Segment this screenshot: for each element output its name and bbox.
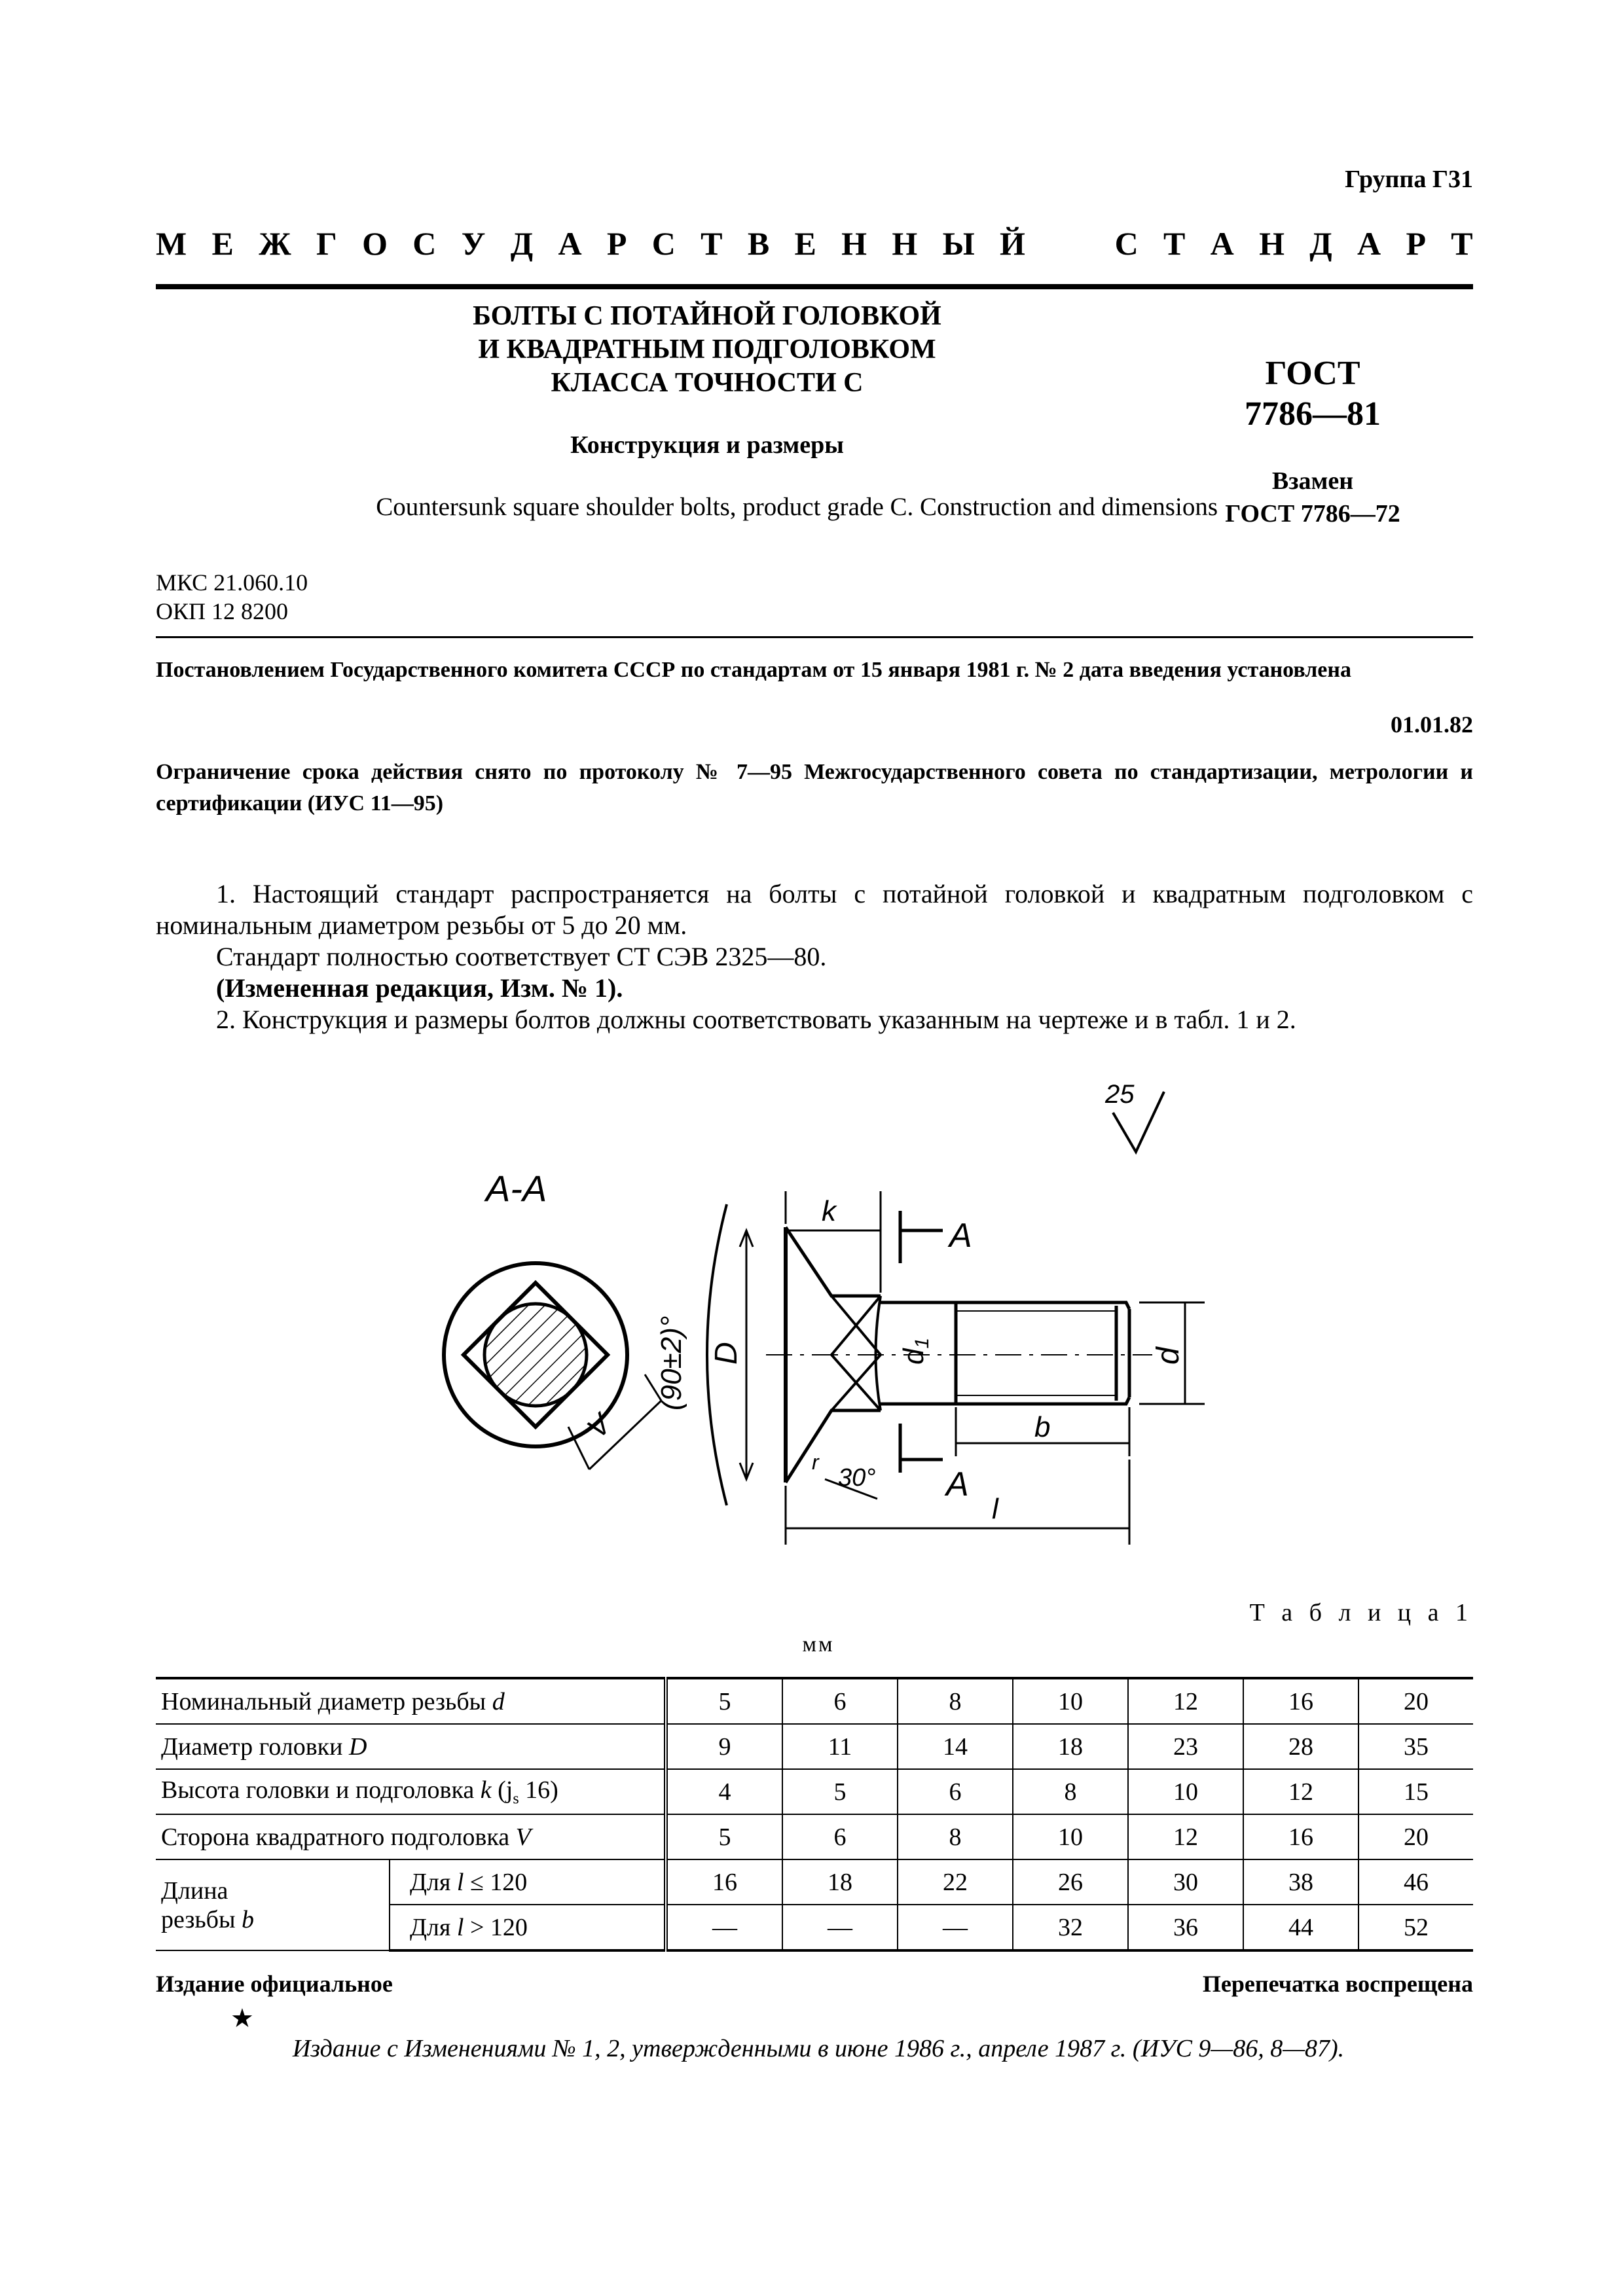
banner-letter: Е xyxy=(211,225,234,262)
table-cell: 28 xyxy=(1243,1724,1359,1769)
dim-V-label: V xyxy=(581,1408,617,1445)
parameter-name: Высота головки и подголовка k ($j_s$ 16) xyxy=(156,1769,666,1814)
section-view xyxy=(444,1168,661,1469)
table-cell: — xyxy=(782,1905,898,1950)
section-arrow-bottom-label: А xyxy=(946,1465,969,1503)
replaces-number: ГОСТ 7786—72 xyxy=(1225,500,1400,528)
table-cell: — xyxy=(666,1905,782,1950)
table-cell: 16 xyxy=(1243,1814,1359,1859)
table-cell: 5 xyxy=(666,1678,782,1724)
group-code: Группа Г31 xyxy=(1345,166,1473,193)
banner-letter: Р xyxy=(606,225,627,262)
table-unit: мм xyxy=(802,1632,835,1657)
table-cell: 46 xyxy=(1359,1859,1473,1905)
table-cell: 35 xyxy=(1359,1724,1473,1769)
banner-letter: Ы xyxy=(942,225,975,262)
table-cell: 36 xyxy=(1128,1905,1243,1950)
banner-letter: Д xyxy=(1309,225,1332,262)
mks-code: МКС 21.060.10 xyxy=(156,569,308,596)
okp-code: ОКП 12 8200 xyxy=(156,598,289,624)
banner-letter: Ж xyxy=(259,225,291,262)
star-icon: ★ xyxy=(230,2003,254,2033)
banner-letter: Н xyxy=(892,225,918,262)
banner-letter: Е xyxy=(794,225,816,262)
codes-rule xyxy=(156,636,1473,638)
parameter-name: Диаметр головки D xyxy=(156,1724,666,1769)
table-cell: 26 xyxy=(1013,1859,1128,1905)
table-row xyxy=(156,1678,1473,1724)
table-cell: 12 xyxy=(1128,1814,1243,1859)
table-cell: 10 xyxy=(1013,1814,1128,1859)
reprint-prohibited: Перепечатка воспрещена xyxy=(1202,1971,1473,1997)
table-label: Т а б л и ц а 1 xyxy=(1249,1599,1473,1626)
dimensions-table xyxy=(156,1677,1473,1952)
table-cell: 38 xyxy=(1243,1859,1359,1905)
decree-date: 01.01.82 xyxy=(1391,711,1473,738)
table-cell: 20 xyxy=(1359,1814,1473,1859)
table-cell: 20 xyxy=(1359,1678,1473,1724)
table-cell: 16 xyxy=(1243,1678,1359,1724)
table-cell: 12 xyxy=(1128,1678,1243,1724)
title-line: БОЛТЫ С ПОТАЙНОЙ ГОЛОВКОЙ xyxy=(473,301,941,331)
banner-letter: Р xyxy=(1406,225,1426,262)
thread-condition: Для l ≤ 120 xyxy=(390,1859,666,1905)
bolt-end xyxy=(1116,1306,1129,1401)
gost-number: 7786—81 xyxy=(1245,395,1381,433)
banner-gap xyxy=(1050,224,1089,262)
banner-letter: С xyxy=(651,225,676,262)
tip-angle-label: 30° xyxy=(838,1464,876,1492)
table-cell: 11 xyxy=(782,1724,898,1769)
limitation-text: Ограничение срока действия снято по протоколу № 7—95 Межгосударственного совета по стандартизации, метрологии и сертификации (ИУС 11—95) xyxy=(156,760,1473,816)
parameter-name: Номинальный диаметр резьбы d xyxy=(156,1678,666,1724)
banner-letter: Н xyxy=(1259,225,1285,262)
classification-codes xyxy=(156,568,308,626)
table-cell: 8 xyxy=(898,1814,1013,1859)
bolt-drawing xyxy=(419,1067,1493,1564)
banner-letter: А xyxy=(1357,225,1381,262)
title-line: И КВАДРАТНЫМ ПОДГОЛОВКОМ xyxy=(478,334,936,365)
dim-d-label: d xyxy=(1151,1347,1186,1365)
table-cell: 5 xyxy=(782,1769,898,1814)
table-cell: 10 xyxy=(1128,1769,1243,1814)
document-subtitle: Конструкция и размеры xyxy=(570,431,844,459)
table-cell: 6 xyxy=(898,1769,1013,1814)
thread-minor-lines xyxy=(956,1311,1116,1395)
table-cell: 18 xyxy=(782,1859,898,1905)
banner-letter: Г xyxy=(316,225,337,262)
table-cell: 15 xyxy=(1359,1769,1473,1814)
thread-length-label: Длина резьбы b xyxy=(156,1859,390,1950)
banner-letter: О xyxy=(362,225,388,262)
table-cell: 8 xyxy=(898,1678,1013,1724)
clause-1-compliance: Стандарт полностью соответствует СТ СЭВ 2325—80. xyxy=(216,942,827,971)
side-view xyxy=(655,1191,1205,1545)
dim-D-label: D xyxy=(709,1342,744,1365)
shoulder-cross xyxy=(831,1296,881,1410)
table-cell: 23 xyxy=(1128,1724,1243,1769)
table-cell: 22 xyxy=(898,1859,1013,1905)
banner-letter: Н xyxy=(841,225,867,262)
banner-letter: Д xyxy=(510,225,534,262)
table-cell: 10 xyxy=(1013,1678,1128,1724)
banner-letter: А xyxy=(1210,225,1234,262)
english-title: Countersunk square shoulder bolts, product grade C. Construction and dimensions xyxy=(376,493,1218,521)
table-cell: 5 xyxy=(666,1814,782,1859)
gost-label: ГОСТ xyxy=(1265,355,1360,392)
banner-letter: С xyxy=(412,225,437,262)
replaces-block xyxy=(1192,465,1434,530)
official-edition: Издание официальное xyxy=(156,1971,393,1997)
dim-l-label: l xyxy=(992,1493,998,1525)
dim-d1-label: d1 xyxy=(898,1337,933,1365)
standard-banner xyxy=(156,224,1473,262)
table-row xyxy=(156,1859,1473,1905)
banner-letter: В xyxy=(747,225,770,262)
banner-letter: С xyxy=(1114,225,1139,262)
table-cell: 6 xyxy=(782,1678,898,1724)
banner-letter: Т xyxy=(1451,225,1473,262)
gost-designation xyxy=(1205,353,1421,435)
table-cell: 8 xyxy=(1013,1769,1128,1814)
clause-1-amendment: (Измененная редакция, Изм. № 1). xyxy=(216,973,623,1003)
header-rule xyxy=(156,284,1473,289)
roughness-mark xyxy=(1104,1080,1164,1152)
banner-letter: У xyxy=(461,225,486,262)
banner-letter: Й xyxy=(1000,225,1025,262)
banner-letter: Т xyxy=(1163,225,1186,262)
document-title xyxy=(327,300,1087,400)
head-angle-label: (90±2)° xyxy=(655,1316,687,1410)
decree-text: Постановлением Государственного комитета СССР по стандартам от 15 января 1981 г. № 2 дата введения установлена xyxy=(156,658,1351,682)
table-cell: — xyxy=(898,1905,1013,1950)
banner-letter: М xyxy=(156,225,187,262)
section-label: А-А xyxy=(486,1168,547,1209)
table-cell: 4 xyxy=(666,1769,782,1814)
clause-1: 1. Настоящий стандарт распространяется на болты с потайной головкой и квадратным подголовком с номинальным диаметром резьбы от 5 до 20 мм. xyxy=(156,879,1473,940)
table-cell: 44 xyxy=(1243,1905,1359,1950)
table-cell: 16 xyxy=(666,1859,782,1905)
table-cell: 30 xyxy=(1128,1859,1243,1905)
table-cell: 12 xyxy=(1243,1769,1359,1814)
table-cell: 52 xyxy=(1359,1905,1473,1950)
dim-b-label: b xyxy=(1034,1411,1051,1443)
banner-letter: А xyxy=(558,225,582,262)
table-cell: 14 xyxy=(898,1724,1013,1769)
table-row xyxy=(156,1769,1473,1814)
edition-note: Издание с Изменениями № 1, 2, утвержденными в июне 1986 г., апреле 1987 г. (ИУС 9—86, 8—87). xyxy=(292,2035,1345,2062)
table-cell: 18 xyxy=(1013,1724,1128,1769)
table-cell: 32 xyxy=(1013,1905,1128,1950)
table-cell: 6 xyxy=(782,1814,898,1859)
section-arrow-top-label: А xyxy=(949,1217,972,1255)
title-line: КЛАССА ТОЧНОСТИ С xyxy=(551,368,864,398)
replaces-label: Взамен xyxy=(1271,467,1354,495)
clause-2: 2. Конструкция и размеры болтов должны соответствовать указанным на чертеже и в табл. 1 и 2. xyxy=(216,1005,1296,1034)
table-cell: 9 xyxy=(666,1724,782,1769)
thread-condition: Для l > 120 xyxy=(390,1905,666,1950)
table-row xyxy=(156,1814,1473,1859)
dim-k-label: k xyxy=(822,1195,836,1227)
table-row xyxy=(156,1724,1473,1769)
roughness-value: 25 xyxy=(1105,1080,1135,1109)
parameter-name: Сторона квадратного подголовка V xyxy=(156,1814,666,1859)
banner-letter: Т xyxy=(701,225,723,262)
radius-label: r xyxy=(812,1450,819,1474)
